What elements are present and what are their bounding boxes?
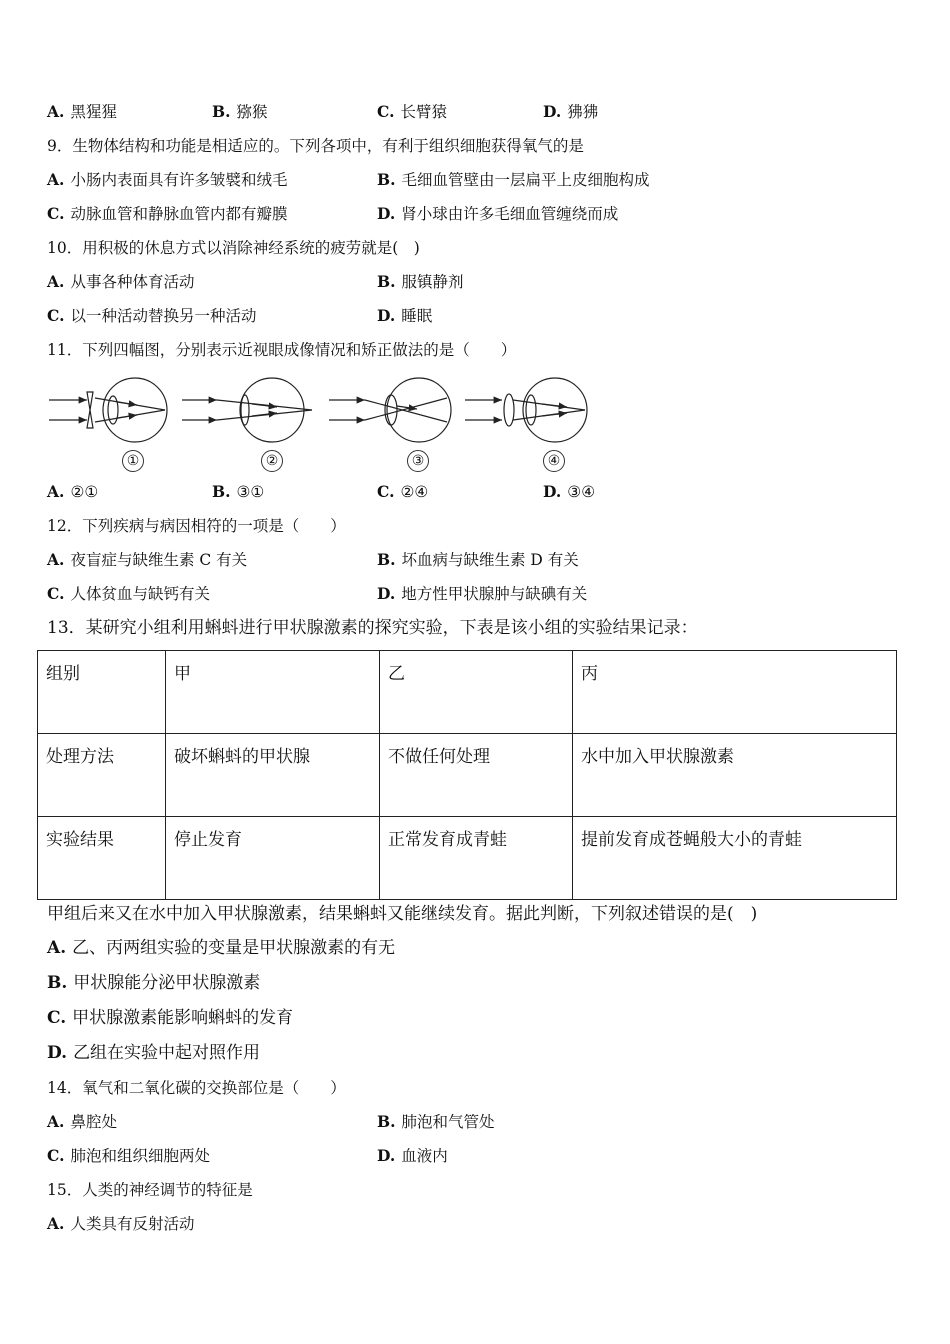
q12-option-b: B. 坏血病与缺维生素 D 有关 bbox=[377, 550, 579, 569]
q11-option-d: D. ③④ bbox=[543, 482, 596, 501]
experiment-table bbox=[37, 650, 897, 900]
eye-diagram-2 bbox=[182, 378, 312, 442]
q13-option-b: B. 甲状腺能分泌甲状腺激素 bbox=[47, 973, 261, 993]
q10-option-c: C. 以一种活动替换另一种活动 bbox=[47, 306, 257, 325]
table-row bbox=[38, 734, 897, 817]
figure-label-3: ③ bbox=[407, 450, 429, 472]
table-cell: 甲 bbox=[166, 651, 380, 734]
figure-label-4: ④ bbox=[543, 450, 565, 472]
table-cell: 水中加入甲状腺激素 bbox=[573, 734, 897, 817]
figure-label-1: ① bbox=[122, 450, 144, 472]
eye-diagrams bbox=[47, 370, 607, 446]
table-cell: 丙 bbox=[573, 651, 897, 734]
q13-stem: 13．某研究小组利用蝌蚪进行甲状腺激素的探究实验，下表是该小组的实验结果记录： bbox=[47, 618, 698, 638]
q14-stem: 14．氧气和二氧化碳的交换部位是（ ） bbox=[47, 1079, 346, 1097]
q13-followup: 甲组后来又在水中加入甲状腺激素，结果蝌蚪又能继续发育。据此判断，下列叙述错误的是( ) bbox=[47, 904, 758, 924]
q15-option-a: A. 人类具有反射活动 bbox=[47, 1214, 195, 1233]
q9-option-a: A. 小肠内表面具有许多皱襞和绒毛 bbox=[47, 170, 288, 189]
q11-option-c: C. ②④ bbox=[377, 482, 429, 501]
q8-option-b: B. 猕猴 bbox=[212, 102, 268, 121]
q11-option-a: A. ②① bbox=[47, 482, 99, 501]
q8-option-c: C. 长臂猿 bbox=[377, 102, 447, 121]
q9-option-c: C. 动脉血管和静脉血管内都有瓣膜 bbox=[47, 204, 288, 223]
q12-stem: 12．下列疾病与病因相符的一项是（ ） bbox=[47, 517, 346, 535]
q14-option-b: B. 肺泡和气管处 bbox=[377, 1112, 495, 1131]
q13-option-d: D. 乙组在实验中起对照作用 bbox=[47, 1043, 261, 1063]
q10-stem: 10．用积极的休息方式以消除神经系统的疲劳就是( ) bbox=[47, 239, 420, 257]
q11-stem: 11．下列四幅图，分别表示近视眼成像情况和矫正做法的是（ ） bbox=[47, 341, 517, 359]
q8-option-d: D. 狒狒 bbox=[543, 102, 599, 121]
q9-stem: 9．生物体结构和功能是相适应的。下列各项中，有利于组织细胞获得氧气的是 bbox=[47, 137, 584, 155]
table-cell: 停止发育 bbox=[166, 817, 380, 900]
q9-option-b: B. 毛细血管壁由一层扁平上皮细胞构成 bbox=[377, 170, 650, 189]
q13-option-c: C. 甲状腺激素能影响蝌蚪的发育 bbox=[47, 1008, 294, 1028]
table-cell: 破坏蝌蚪的甲状腺 bbox=[166, 734, 380, 817]
eye-diagrams-figure bbox=[47, 370, 607, 469]
q12-option-a: A. 夜盲症与缺维生素 C 有关 bbox=[47, 550, 248, 569]
eye-diagram-1 bbox=[49, 378, 167, 442]
q13-option-a: A. 乙、丙两组实验的变量是甲状腺激素的有无 bbox=[47, 938, 396, 958]
q10-option-b: B. 服镇静剂 bbox=[377, 272, 464, 291]
q15-stem: 15．人类的神经调节的特征是 bbox=[47, 1181, 253, 1199]
eye-diagram-3 bbox=[329, 378, 451, 442]
q12-option-d: D. 地方性甲状腺肿与缺碘有关 bbox=[377, 584, 588, 603]
table-row bbox=[38, 817, 897, 900]
table-cell: 处理方法 bbox=[38, 734, 166, 817]
q14-option-c: C. 肺泡和组织细胞两处 bbox=[47, 1146, 210, 1165]
table-cell: 乙 bbox=[380, 651, 573, 734]
q11-option-b: B. ③① bbox=[212, 482, 265, 501]
q10-option-d: D. 睡眠 bbox=[377, 306, 433, 325]
table-cell: 提前发育成苍蝇般大小的青蛙 bbox=[573, 817, 897, 900]
table-cell: 组别 bbox=[38, 651, 166, 734]
eye-diagram-4 bbox=[465, 378, 587, 442]
q9-option-d: D. 肾小球由许多毛细血管缠绕而成 bbox=[377, 204, 619, 223]
table-cell: 实验结果 bbox=[38, 817, 166, 900]
table-cell: 不做任何处理 bbox=[380, 734, 573, 817]
figure-label-2: ② bbox=[261, 450, 283, 472]
q12-option-c: C. 人体贫血与缺钙有关 bbox=[47, 584, 210, 603]
q14-option-a: A. 鼻腔处 bbox=[47, 1112, 117, 1131]
q10-option-a: A. 从事各种体育活动 bbox=[47, 272, 195, 291]
table-row bbox=[38, 651, 897, 734]
q14-option-d: D. 血液内 bbox=[377, 1146, 448, 1165]
q8-option-a: A. 黑猩猩 bbox=[47, 102, 117, 121]
table-cell: 正常发育成青蛙 bbox=[380, 817, 573, 900]
